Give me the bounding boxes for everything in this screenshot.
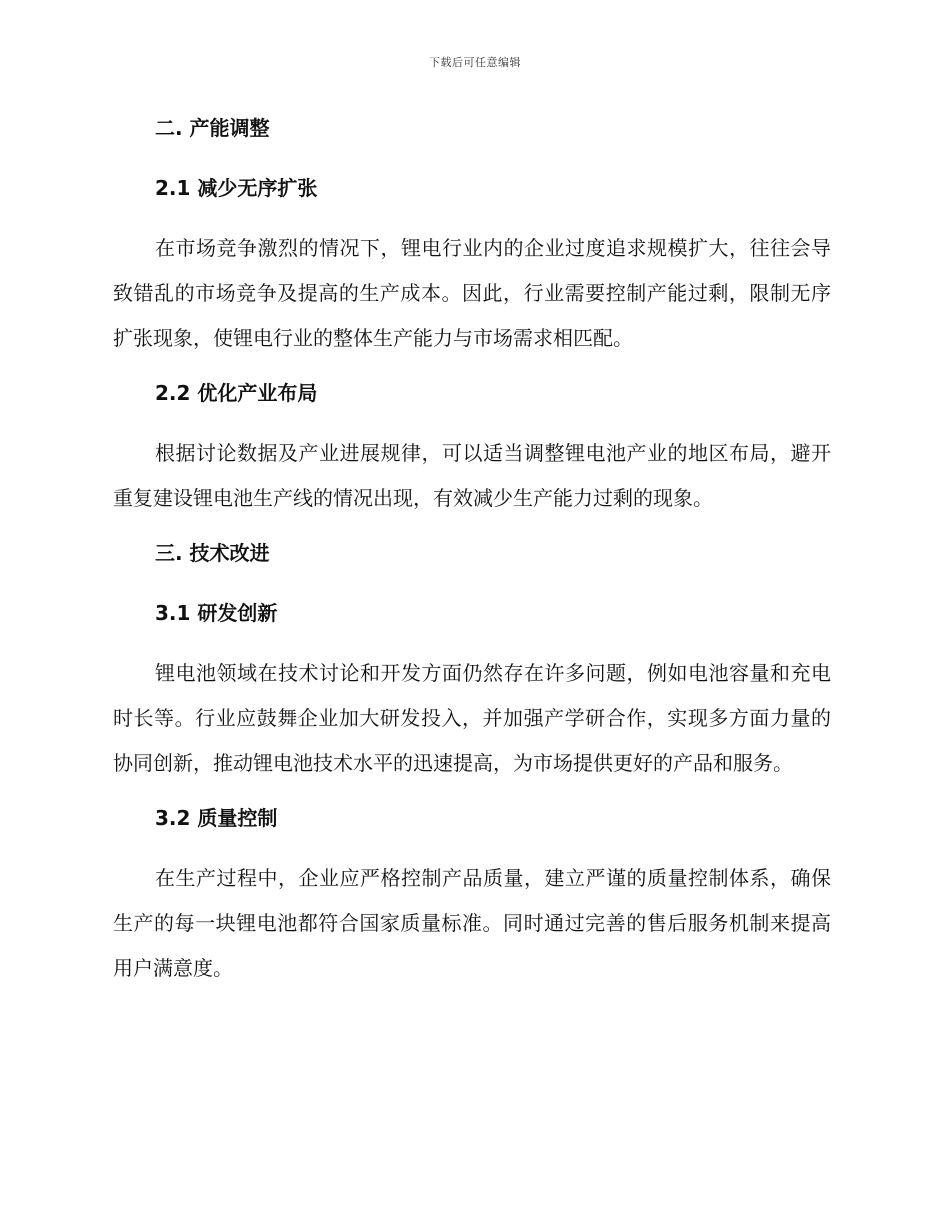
paragraph-2-2: 根据讨论数据及产业进展规律，可以适当调整锂电池产业的地区布局，避开重复建设锂电池生产线的情况出现，有效减少生产能力过剩的现象。 [113,441,831,510]
paragraph-3-1: 锂电池领域在技术讨论和开发方面仍然存在许多问题，例如电池容量和充电时长等。行业应鼓舞企业加大研发投入，并加强产学研合作，实现多方面力量的协同创新，推动锂电池技术水平的迅速提高，为市场提供更好的产品和服务。 [113,661,831,775]
section-heading-capacity: 二. 产能调整 [155,116,270,140]
subsection-heading-2-1: 2.1 减少无序扩张 [155,176,318,200]
subsection-heading-3-2: 3.2 质量控制 [155,806,278,830]
page-header-note: 下载后可任意编辑 [429,56,521,69]
paragraph-3-2: 在生产过程中，企业应严格控制产品质量，建立严谨的质量控制体系，确保生产的每一块锂电池都符合国家质量标准。同时通过完善的售后服务机制来提高用户满意度。 [113,866,831,980]
paragraph-2-1: 在市场竞争激烈的情况下，锂电行业内的企业过度追求规模扩大，往往会导致错乱的市场竞争及提高的生产成本。因此，行业需要控制产能过剩，限制无序扩张现象，使锂电行业的整体生产能力与市场需求相匹配。 [113,236,831,350]
subsection-heading-2-2: 2.2 优化产业布局 [155,381,318,405]
section-heading-technology: 三. 技术改进 [155,541,270,565]
subsection-heading-3-1: 3.1 研发创新 [155,601,278,625]
document-body [113,110,831,1005]
